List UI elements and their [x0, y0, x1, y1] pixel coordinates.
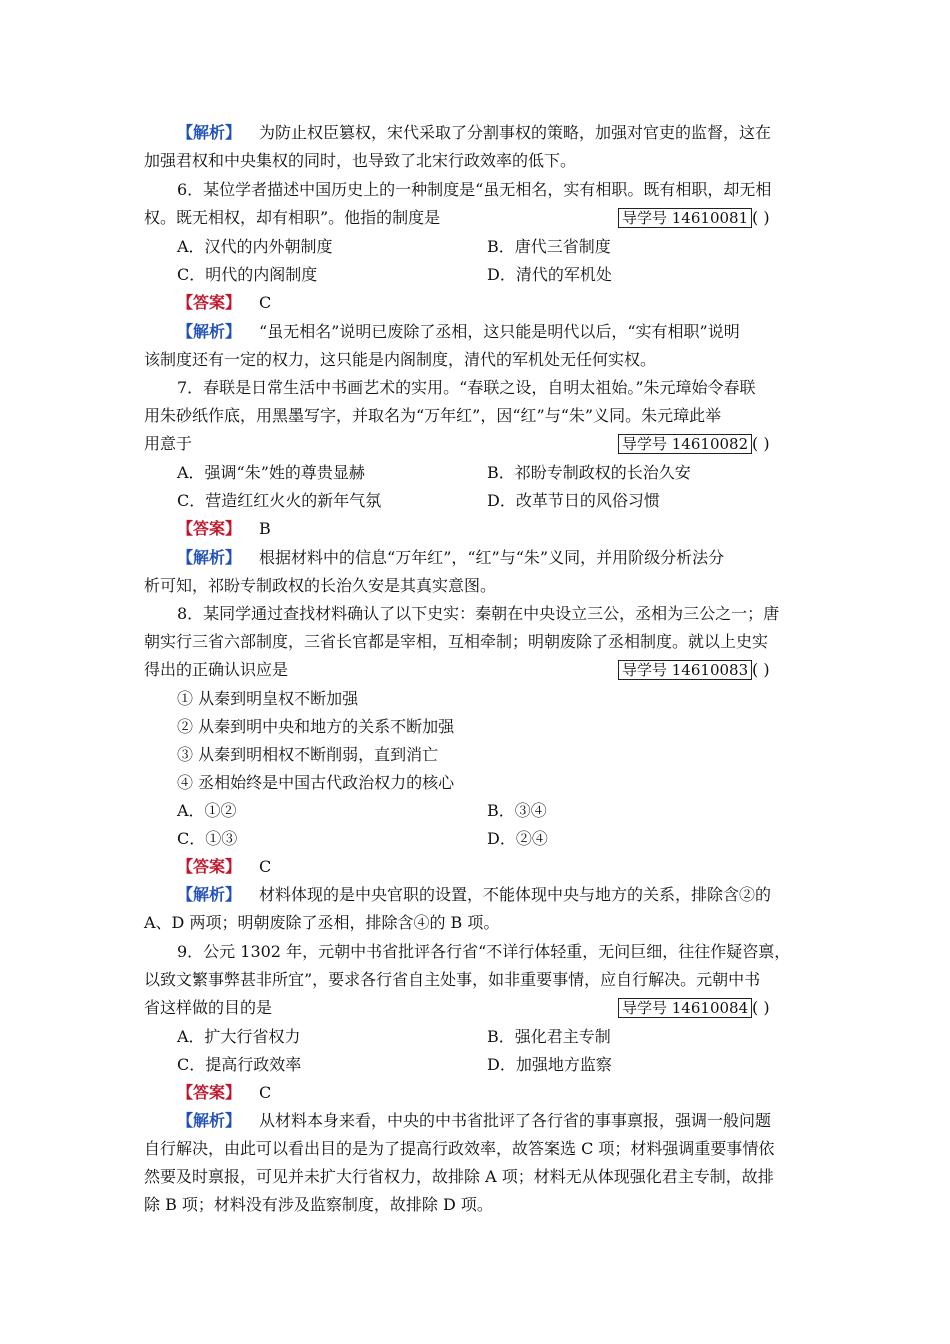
question-9-stem: 9．公元 1302 年，元朝中书省批评各行省“不详行体轻重，无问巨细，往往作疑咨禀，	[177, 942, 791, 961]
answer-line	[177, 857, 271, 877]
answer-value: B	[259, 519, 271, 538]
analysis-line: 【解析】 为防止权臣篡权，宋代采取了分割事权的策略，加强对官吏的监督，这在	[177, 123, 772, 142]
option-d: D．②④	[487, 829, 548, 848]
answer-value: C	[259, 293, 272, 312]
guide-number-box: 导学号 14610081	[618, 208, 752, 228]
analysis-line: 【解析】 从材料本身来看，中央的中书省批评了各行省的事事禀报，强调一般问题	[177, 1111, 772, 1130]
guide-number-box: 导学号 14610082	[618, 434, 752, 454]
answer-bracket: ( )	[752, 208, 770, 227]
analysis-line: 析可知，祁盼专制政权的长治久安是其真实意图。	[144, 576, 497, 595]
guide-number-box: 导学号 14610083	[618, 660, 752, 680]
option-a: A．强调“朱”姓的尊贵显赫	[177, 463, 365, 482]
analysis-line: 加强君权和中央集权的同时，也导致了北宋行政效率的低下。	[144, 151, 577, 170]
question-9-stem: 以致文繁事弊甚非所宜”，要求各行省自主处事，如非重要事情，应自行解决。元朝中书	[144, 970, 761, 989]
option-b: B．祁盼专制政权的长治久安	[487, 463, 691, 482]
answer-value: C	[259, 1083, 272, 1102]
answer-tag: 【答案】	[177, 519, 242, 538]
option-a: A．①②	[177, 801, 237, 820]
answer-line	[177, 1083, 271, 1103]
option-c: C．①③	[177, 829, 238, 848]
analysis-line: 【解析】 材料体现的是中央官职的设置，不能体现中央与地方的关系，排除含②的	[177, 885, 772, 904]
question-9-stem: 省这样做的目的是	[144, 998, 273, 1017]
analysis-line: 然要及时禀报，可见并未扩大行省权力，故排除 A 项；材料无从体现强化君主专制，故排	[144, 1167, 774, 1186]
guide-number-box: 导学号 14610084	[618, 998, 752, 1018]
option-a: A．汉代的内外朝制度	[177, 237, 333, 256]
answer-line	[177, 519, 271, 539]
analysis-tag: 【解析】	[177, 885, 242, 904]
question-7-stem: 用意于	[144, 434, 193, 453]
analysis-tag: 【解析】	[177, 548, 242, 567]
question-8-stem: 8．某同学通过查找材料确认了以下史实：秦朝在中央设立三公，丞相为三公之一；唐	[177, 604, 780, 623]
option-c: C．明代的内阁制度	[177, 265, 318, 284]
option-d: D．清代的军机处	[487, 265, 612, 284]
question-6-stem: 权。既无相权，却有相职”。他指的制度是	[144, 208, 441, 227]
answer-value: C	[259, 857, 272, 876]
analysis-line: A、D 两项；明朝废除了丞相，排除含④的 B 项。	[144, 913, 500, 932]
option-d: D．加强地方监察	[487, 1055, 612, 1074]
answer-line	[177, 293, 271, 313]
answer-bracket: ( )	[752, 660, 770, 679]
statement-item: ③ 从秦到明相权不断削弱，直到消亡	[177, 745, 439, 764]
option-b: B．③④	[487, 801, 547, 820]
option-b: B．强化君主专制	[487, 1027, 611, 1046]
question-6-stem: 6．某位学者描述中国历史上的一种制度是“虽无相名，实有相职。既有相职，却无相	[177, 180, 772, 199]
analysis-tag: 【解析】	[177, 1111, 242, 1130]
option-c: C．营造红红火火的新年气氛	[177, 491, 382, 510]
answer-bracket: ( )	[752, 998, 770, 1017]
analysis-line: 该制度还有一定的权力，这只能是内阁制度，清代的军机处无任何实权。	[144, 350, 657, 369]
statement-item: ① 从秦到明皇权不断加强	[177, 689, 359, 708]
option-a: A．扩大行省权力	[177, 1027, 301, 1046]
question-7-stem: 7．春联是日常生活中书画艺术的实用。“春联之设，自明太祖始。”朱元璋始令春联	[177, 378, 756, 397]
option-d: D．改革节日的风俗习惯	[487, 491, 660, 510]
analysis-line: 自行解决，由此可以看出目的是为了提高行政效率，故答案选 C 项；材料强调重要事情依	[144, 1139, 775, 1158]
answer-tag: 【答案】	[177, 1083, 242, 1102]
analysis-tag: 【解析】	[177, 322, 242, 341]
option-c: C．提高行政效率	[177, 1055, 302, 1074]
answer-tag: 【答案】	[177, 857, 242, 876]
answer-bracket: ( )	[752, 434, 770, 453]
question-8-stem: 得出的正确认识应是	[144, 660, 289, 679]
question-7-stem: 用朱砂纸作底，用黑墨写字，并取名为“万年红”，因“红”与“朱”义同。朱元璋此举	[144, 406, 722, 425]
analysis-line: 【解析】 “虽无相名”说明已废除了丞相，这只能是明代以后，“实有相职”说明	[177, 322, 740, 341]
analysis-line: 【解析】 根据材料中的信息“万年红”，“红”与“朱”义同，并用阶级分析法分	[177, 548, 725, 567]
statement-item: ② 从秦到明中央和地方的关系不断加强	[177, 717, 455, 736]
question-8-stem: 朝实行三省六部制度，三省长官都是宰相，互相牵制；明朝废除了丞相制度。就以上史实	[144, 632, 769, 651]
answer-tag: 【答案】	[177, 293, 242, 312]
analysis-tag: 【解析】	[177, 123, 242, 142]
analysis-line: 除 B 项；材料没有涉及监察制度，故排除 D 项。	[144, 1195, 493, 1214]
statement-item: ④ 丞相始终是中国古代政治权力的核心	[177, 773, 455, 792]
option-b: B．唐代三省制度	[487, 237, 611, 256]
